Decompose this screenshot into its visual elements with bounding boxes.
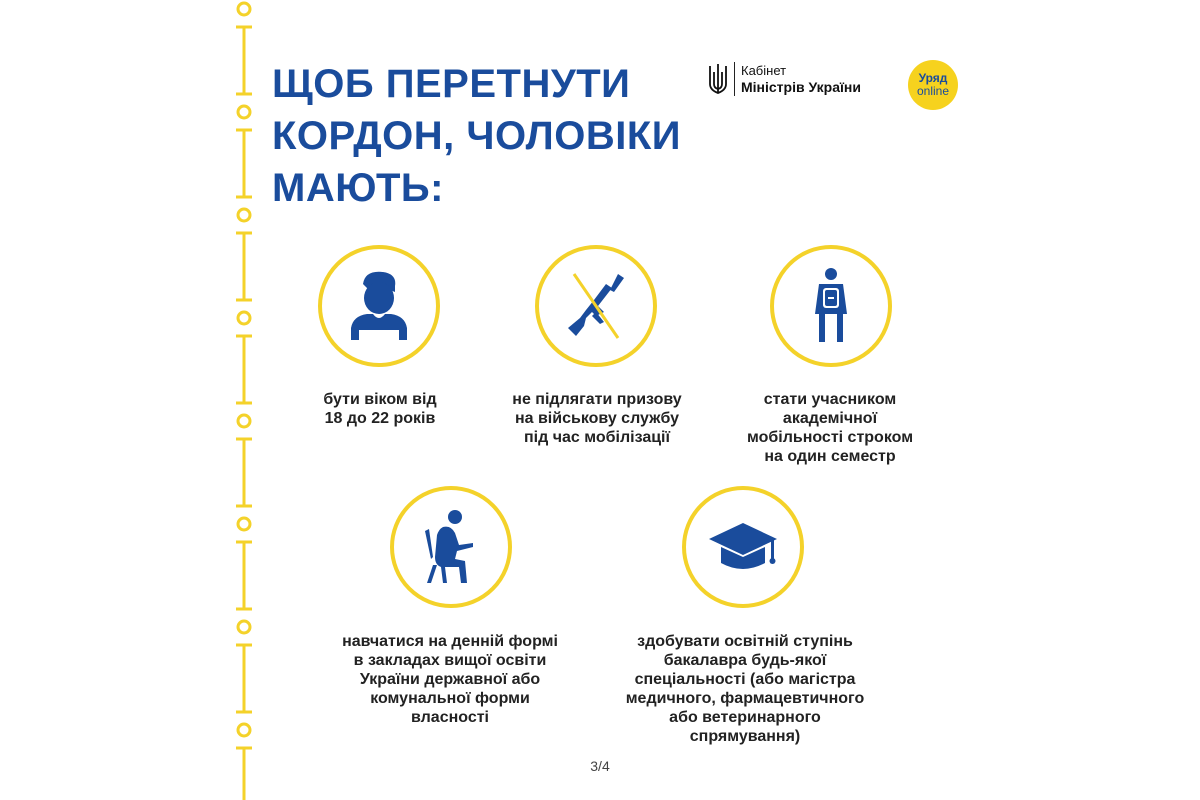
- logo-cabinet-of-ministers: [708, 62, 861, 96]
- logo-uryad-online: [908, 60, 958, 110]
- logo-line2: Міністрів України: [741, 79, 861, 95]
- graduation-cap-icon: [703, 507, 783, 587]
- requirement-icon-circle: [318, 245, 440, 367]
- caption-line: стати учасником: [763, 391, 897, 408]
- caption-line: академічної: [782, 410, 878, 427]
- title-line: ЩОБ ПЕРЕТНУТИ: [272, 62, 631, 106]
- page-indicator: 3/4: [590, 758, 610, 774]
- student-backpack-icon: [791, 266, 871, 346]
- crossed-rifle-icon: [556, 266, 636, 346]
- uryad-line2: online: [916, 84, 950, 98]
- caption-line: медичного, фармацевтичного: [625, 690, 865, 707]
- trident-icon: [708, 62, 728, 96]
- caption-line: 18 до 22 років: [324, 410, 436, 427]
- caption-line: мобільності строком: [746, 429, 914, 446]
- caption-line: бути віком від: [323, 391, 437, 408]
- caption-line: не підлягати призову: [512, 391, 682, 408]
- title-line: МАЮТЬ:: [272, 166, 444, 210]
- requirement-icon-circle: [770, 245, 892, 367]
- requirement-caption: [730, 390, 930, 466]
- requirement-caption: [600, 632, 890, 746]
- caption-line: в закладах вищої освіти: [353, 652, 547, 669]
- requirement-caption: [290, 390, 470, 428]
- caption-line: на військову службу: [514, 410, 680, 427]
- caption-line: комунальної форми: [370, 690, 530, 707]
- caption-line: України державної або: [359, 671, 541, 688]
- requirement-icon-circle: [390, 486, 512, 608]
- student-at-desk-icon: [411, 507, 491, 587]
- young-man-icon: [339, 266, 419, 346]
- requirement-caption: [320, 632, 580, 727]
- decorative-rail: [233, 0, 255, 800]
- caption-line: на один семестр: [764, 448, 896, 465]
- caption-line: власності: [411, 709, 489, 726]
- caption-line: навчатися на денній формі: [342, 633, 558, 650]
- caption-line: під час мобілізації: [524, 429, 670, 446]
- requirement-caption: [497, 390, 697, 447]
- title-line: КОРДОН, ЧОЛОВІКИ: [272, 114, 681, 158]
- caption-line: здобувати освітній ступінь: [637, 633, 853, 650]
- page-title: [272, 58, 681, 214]
- uryad-line1: Уряд: [918, 71, 948, 85]
- requirement-icon-circle: [682, 486, 804, 608]
- logo-line1: Кабінет: [741, 63, 787, 78]
- requirement-icon-circle: [535, 245, 657, 367]
- caption-line: спрямування): [689, 728, 801, 745]
- caption-line: спеціальності (або магістра: [634, 671, 856, 688]
- caption-line: або ветеринарного: [669, 709, 821, 726]
- caption-line: бакалавра будь-якої: [663, 652, 827, 669]
- logo-divider: [734, 62, 735, 96]
